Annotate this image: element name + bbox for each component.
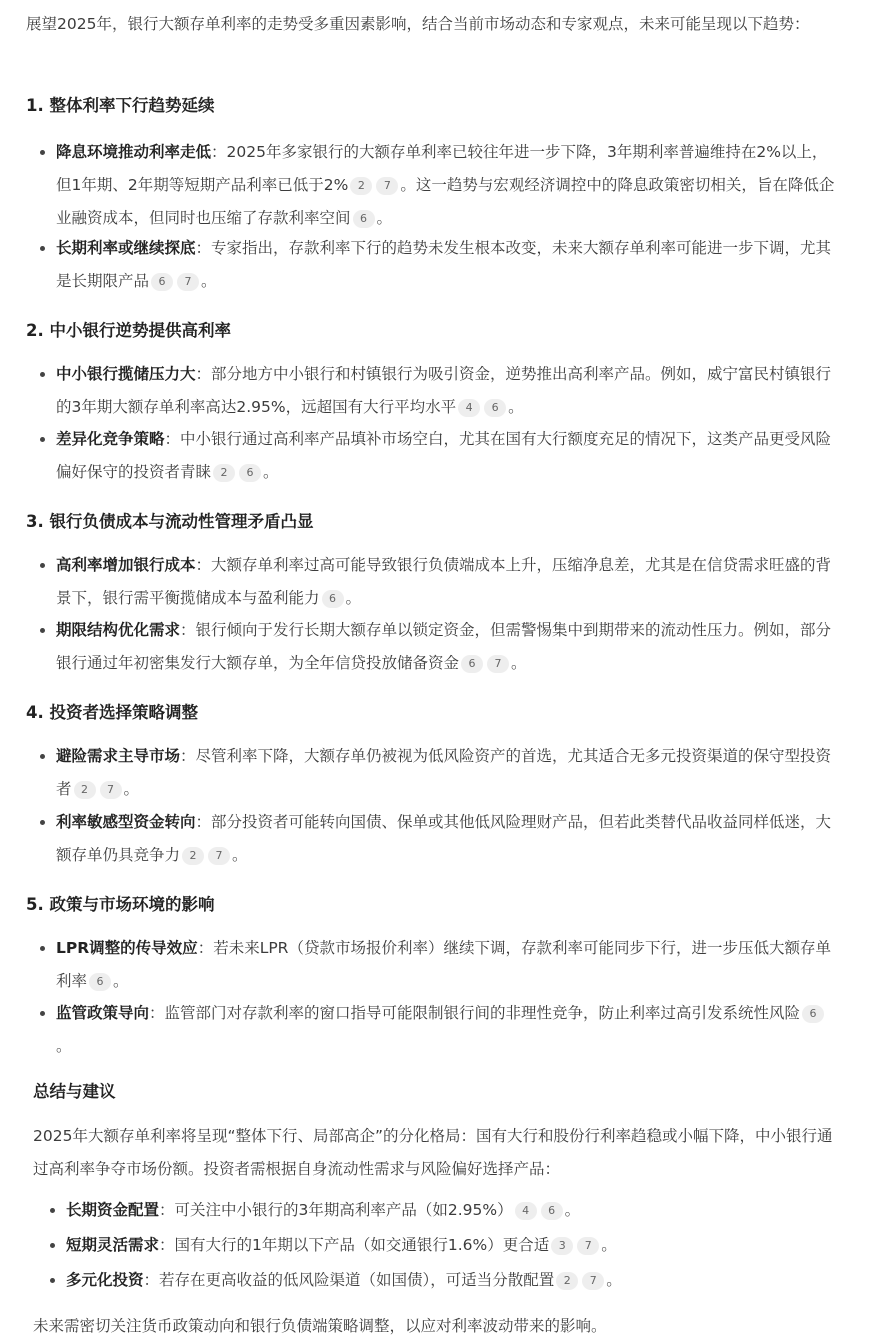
list-item [66,1194,836,1227]
bullet-term: 差异化竞争策略 [56,430,165,448]
citation-badge[interactable]: 7 [487,655,509,673]
list-item [56,740,838,806]
list-item [56,997,838,1063]
bullet-text: ：银行倾向于发行长期大额存单以锁定资金，但需警惕集中到期带来的流动性压力。例如，部分银行通过年初密集发行大额存单，为全年信贷投放储备资金 [56,621,832,672]
list-item [56,806,838,872]
citation-badge[interactable]: 2 [556,1272,578,1290]
bullet-term: 长期利率或继续探底 [56,239,196,257]
citation-badge[interactable]: 6 [239,464,261,482]
bullet-text: ：尽管利率下降，大额存单仍被视为低风险资产的首选，尤其适合无多元投资渠道的保守型投资者 [56,747,832,798]
bullet-text: 。 [263,463,279,481]
bullet-text: ：若存在更高收益的低风险渠道（如国债），可适当分散配置 [143,1271,555,1289]
bullet-text: ：大额存单利率过高可能导致银行负债端成本上升，压缩净息差，尤其是在信贷需求旺盛的背景下，银行需平衡揽储成本与盈利能力 [56,556,832,607]
section-title-5: 5. 政策与市场环境的影响 [26,895,215,914]
section-title-2: 2. 中小银行逆势提供高利率 [26,321,231,340]
citation-badge[interactable]: 6 [89,973,111,991]
list-item [66,1264,836,1297]
citation-badge[interactable]: 6 [541,1202,563,1220]
list-item [56,232,838,298]
section-title-4: 4. 投资者选择策略调整 [26,703,198,722]
bullet-term: 降息环境推动利率走低 [56,143,212,161]
bullet-text: ：中小银行通过高利率产品填补市场空白，尤其在国有大行额度充足的情况下，这类产品更受风险偏好保守的投资者青睐 [56,430,832,481]
list-item [56,932,838,998]
bullet-term: 高利率增加银行成本 [56,556,196,574]
bullet-text: 。 [123,780,140,798]
intro-paragraph: 展望2025年，银行大额存单利率的走势受多重因素影响，结合当前市场动态和专家观点，未来可能呈现以下趋势： [26,15,810,33]
closing-paragraph: 未来需密切关注货币政策动向和银行负债端策略调整，以应对利率波动带来的影响。 [33,1317,607,1335]
bullet-text: 。 [601,1236,617,1254]
bullet-term: 长期资金配置 [66,1201,160,1219]
summary-title: 总结与建议 [33,1082,116,1101]
bullet-term: 多元化投资 [66,1271,144,1289]
citation-badge[interactable]: 2 [350,177,372,195]
citation-badge[interactable]: 2 [182,847,204,865]
list-item [56,549,838,615]
bullet-term: 短期灵活需求 [66,1236,160,1254]
citation-badge[interactable]: 6 [322,590,344,608]
citation-badge[interactable]: 7 [177,273,199,291]
bullet-text: ：若未来LPR（贷款市场报价利率）继续下调，存款利率可能同步下行，进一步压低大额存单利率 [56,939,831,990]
list-item [56,423,838,489]
citation-badge[interactable]: 2 [213,464,235,482]
bullet-term: 中小银行揽储压力大 [56,365,196,383]
citation-badge[interactable]: 4 [458,399,480,417]
citation-badge[interactable]: 7 [577,1237,599,1255]
bullet-text: 。 [232,846,248,864]
citation-badge[interactable]: 6 [484,399,506,417]
bullet-text: 。 [113,972,129,990]
bullet-text: ：可关注中小银行的3年期高利率产品（如2.95%） [159,1201,513,1219]
bullet-text: ：部分地方中小银行和村镇银行为吸引资金，逆势推出高利率产品。例如，威宁富民村镇银行的3年期大额存单利率高达2.95%，远超国有大行平均水平 [56,365,832,416]
citation-badge[interactable]: 7 [376,177,398,195]
bullet-term: 期限结构优化需求 [56,621,181,639]
citation-badge[interactable]: 6 [353,210,375,228]
bullet-text: ：监管部门对存款利率的窗口指导可能限制银行间的非理性竞争，防止利率过高引发系统性风险 [149,1004,801,1022]
bullet-text: ：专家指出，存款利率下行的趋势未发生根本改变，未来大额存单利率可能进一步下调，尤其是长期限产品 [56,239,832,290]
bullet-text: 。 [56,1037,72,1055]
list-item [56,614,838,680]
bullet-text: 。 [508,398,524,416]
citation-badge[interactable]: 6 [802,1005,824,1023]
bullet-text: 。 [564,1201,581,1219]
bullet-term: 利率敏感型资金转向 [56,813,196,831]
bullet-text: ：国有大行的1年期以下产品（如交通银行1.6%）更合适 [159,1236,550,1254]
bullet-text: ：2025年多家银行的大额存单利率已较往年进一步下降，3年期利率普遍维持在2%以上，但1年期、2年期等短期产品利率已低于2% [56,143,828,194]
citation-badge[interactable]: 3 [551,1237,573,1255]
list-item [56,136,838,235]
bullet-text: 。这一趋势与宏观经济调控中的降息政策密切相关，旨在降低企业融资成本，但同时也压缩了存款利率空间 [56,176,835,227]
citation-badge[interactable]: 7 [208,847,230,865]
list-item [66,1229,836,1262]
bullet-text: ：部分投资者可能转向国债、保单或其他低风险理财产品，但若此类替代品收益同样低迷，大额存单仍具竞争力 [56,813,832,864]
bullet-text: 。 [606,1271,622,1289]
citation-badge[interactable]: 6 [461,655,483,673]
bullet-term: LPR调整的传导效应 [56,939,198,957]
citation-badge[interactable]: 7 [582,1272,604,1290]
citation-badge[interactable]: 2 [74,781,96,799]
section-title-1: 1. 整体利率下行趋势延续 [26,96,215,115]
bullet-term: 避险需求主导市场 [56,747,181,765]
section-title-3: 3. 银行负债成本与流动性管理矛盾凸显 [26,512,314,531]
summary-paragraph: 2025年大额存单利率将呈现“整体下行、局部高企”的分化格局：国有大行和股份行利率趋稳或小幅下降，中小银行通过高利率争夺市场份额。投资者需根据自身流动性需求与风险偏好选择产品： [33,1127,833,1178]
bullet-term: 监管政策导向 [56,1004,150,1022]
bullet-text: 。 [345,589,362,607]
citation-badge[interactable]: 6 [151,273,173,291]
citation-badge[interactable]: 4 [515,1202,537,1220]
bullet-text: 。 [201,272,217,290]
bullet-text: 。 [376,209,393,227]
list-item [56,358,838,424]
citation-badge[interactable]: 7 [100,781,122,799]
bullet-text: 。 [511,654,527,672]
